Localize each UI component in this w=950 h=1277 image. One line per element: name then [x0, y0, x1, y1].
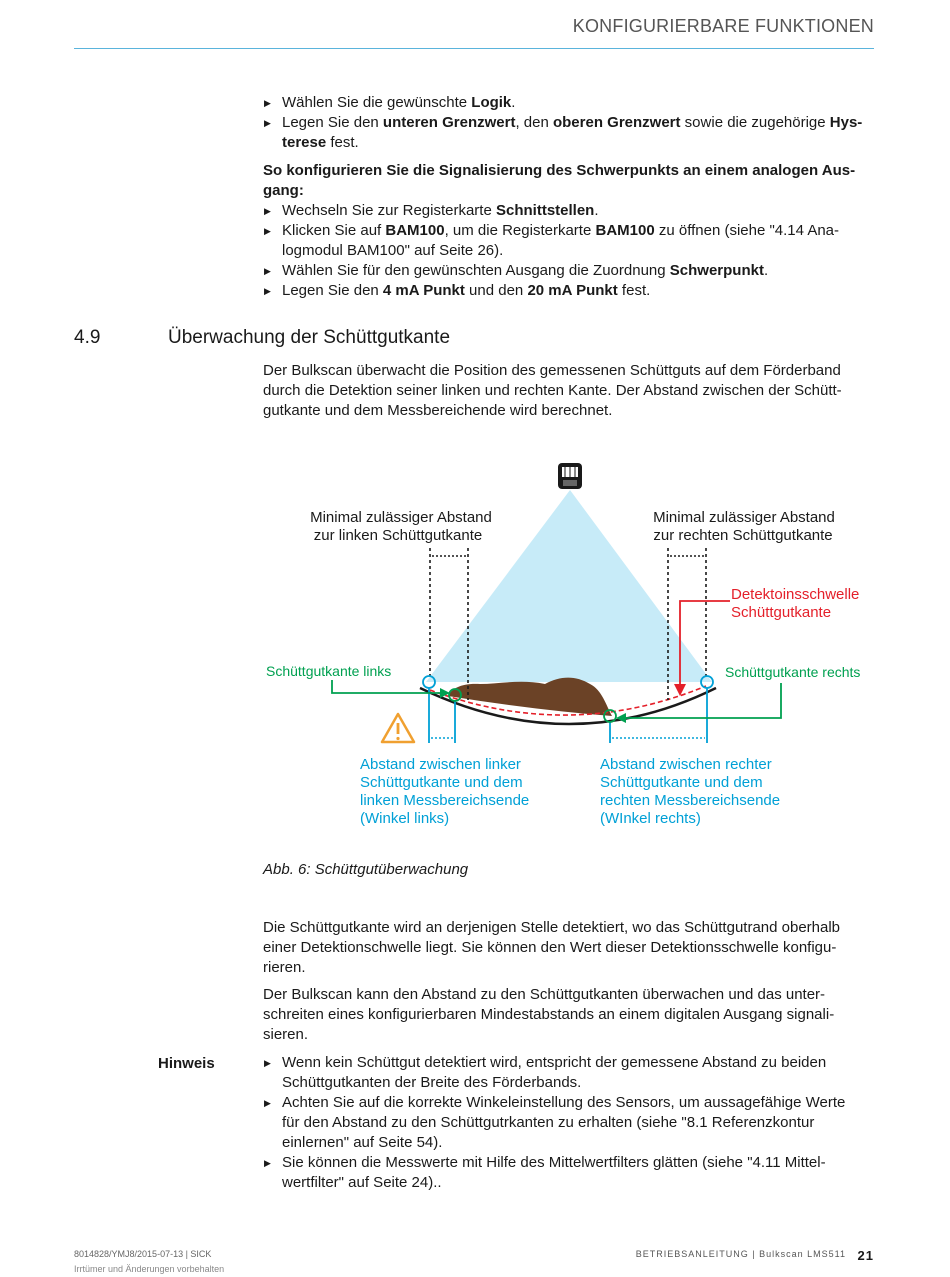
label-edge-right: Schüttgutkante rechts: [725, 664, 861, 680]
footer-doc-title: BETRIEBSANLEITUNG | Bulkscan LMS511: [635, 1249, 846, 1259]
list-item: ▶ Sie können die Messwerte mit Hilfe des Mittelwertfilters glätten (siehe "4.11 Mittel- wertfilter" auf Seite 24)..: [263, 1153, 875, 1193]
list-item: ▶ Legen Sie den 4 mA Punkt und den 20 mA Punkt fest.: [263, 281, 875, 301]
list-item: ▶ Legen Sie den unteren Grenzwert, den oberen Grenzwert sowie die zugehörige Hys- terese fest.: [263, 113, 875, 153]
list-item: ▶ Wählen Sie die gewünschte Logik.: [263, 93, 875, 113]
note-label: Hinweis: [158, 1055, 215, 1072]
note-list: [263, 1053, 875, 1193]
section-number: 4.9: [74, 327, 101, 348]
bulk-edge-diagram: [250, 455, 900, 835]
label-threshold: Detektoinsschwelle Schüttgutkante: [731, 586, 860, 621]
footer-disclaimer: Irrtümer und Änderungen vorbehalten: [74, 1264, 225, 1274]
list-item: ▶ Achten Sie auf die korrekte Winkeleinstellung des Sensors, um aussagefähige Werte für den Abstand zu den Schüttgutrkanten zu erhalten (siehe "8.1 Referenzkontur einlernen" auf Seite 54).: [263, 1093, 875, 1153]
header-rule: [74, 48, 874, 49]
list-item: ▶ Wählen Sie für den gewünschten Ausgang die Zuordnung Schwerpunkt.: [263, 261, 875, 281]
label-min-right: Minimal zulässiger Abstand zur rechten Schüttgutkante: [653, 509, 835, 544]
label-edge-left: Schüttgutkante links: [266, 663, 392, 679]
analog-instructions: [263, 161, 875, 301]
page-number: 21: [857, 1248, 874, 1263]
body-paragraph-2: Der Bulkscan kann den Abstand zu den Schüttgutkanten überwachen und das unter- schreiten eines konfigurierbaren Mindestabstands an einem digitalen Ausgang signali- sieren.: [263, 986, 835, 1043]
label-dist-right: Abstand zwischen rechter Schüttgutkante und dem rechten Messbereichsende (WInkel rechts): [600, 756, 781, 827]
list-item: ▶ Wechseln Sie zur Registerkarte Schnittstellen.: [263, 201, 875, 221]
footer-doc-id: 8014828/YMJ8/2015-07-13 | SICK: [74, 1249, 212, 1259]
section-intro: Der Bulkscan überwacht die Position des gemessenen Schüttguts auf dem Förderband durch die Detektion seiner linken und rechten Kante. Der Abstand zwischen der Schütt- gutkante und dem Messbereichende wird berechnet.: [263, 362, 842, 419]
bulk-material: [448, 678, 612, 716]
label-dist-left: Abstand zwischen linker Schüttgutkante und dem linken Messbereichsende (Winkel links): [360, 756, 530, 827]
instruction-heading: So konfigurieren Sie die Signalisierung des Schwerpunkts an einem analogen Aus- gang:: [263, 162, 856, 199]
top-bullet-list: [263, 93, 875, 153]
body-paragraph-1: Die Schüttgutkante wird an derjenigen Stelle detektiert, wo das Schüttgutrand oberhalb einer Detektionschwelle liegt. Sie können den Wert dieser Detektionsschwelle konfigu- rieren.: [263, 919, 841, 976]
figure-caption: Abb. 6: Schüttgutüberwachung: [263, 861, 469, 878]
section-title: Überwachung der Schüttgutkante: [168, 327, 451, 348]
list-item: ▶ Wenn kein Schüttgut detektiert wird, entspricht der gemessene Abstand zu beiden Schüttgutkanten der Breite des Förderbands.: [263, 1053, 875, 1093]
warning-icon: [382, 714, 414, 742]
list-item: ▶ Klicken Sie auf BAM100, um die Registerkarte BAM100 zu öffnen (siehe "4.14 Ana- logmodul BAM100" auf Seite 26).: [263, 221, 875, 261]
scanner-icon: [558, 463, 582, 489]
label-min-left: Minimal zulässiger Abstand zur linken Schüttgutkante: [310, 509, 492, 544]
running-header: KONFIGURIERBARE FUNKTIONEN: [572, 16, 874, 36]
